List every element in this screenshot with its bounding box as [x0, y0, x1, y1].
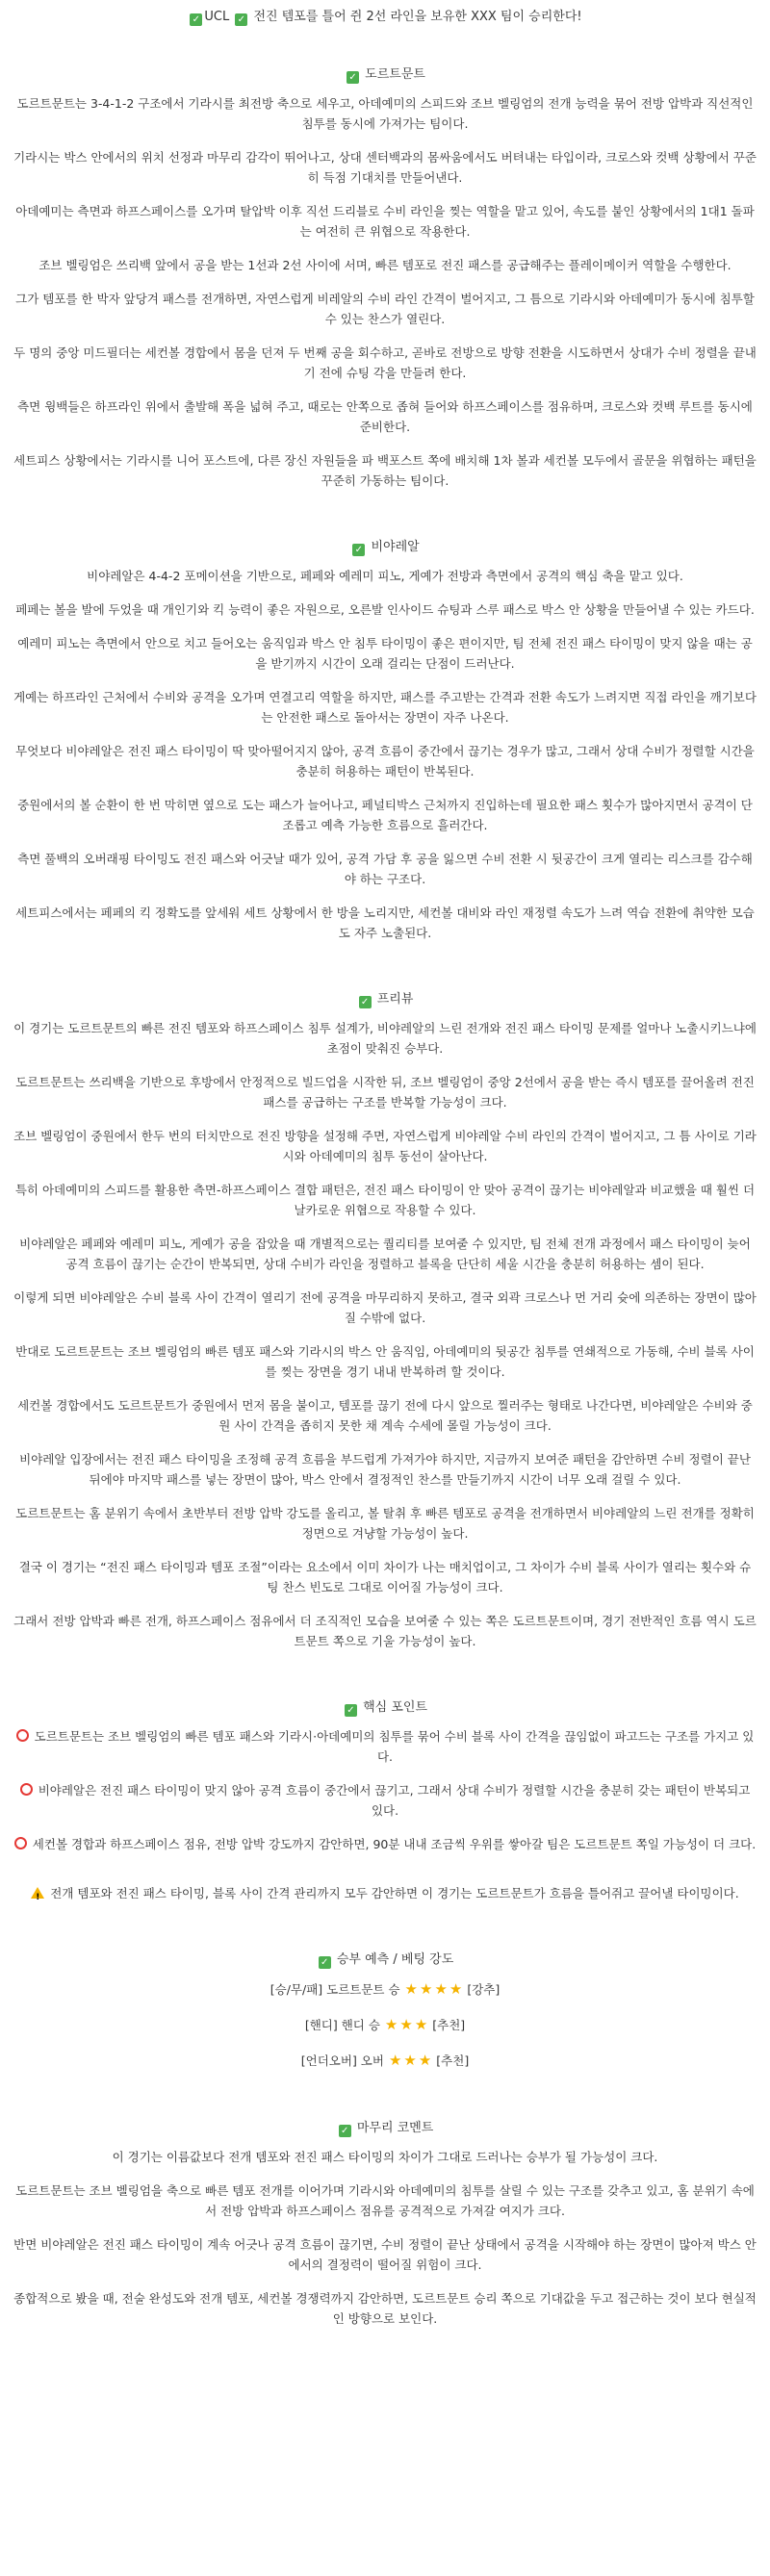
check-icon: ✓	[346, 71, 359, 84]
paragraph: 도르트문트는 홈 분위기 속에서 초반부터 전방 압박 강도를 올리고, 볼 탈취 후 빠른 템포로 공격을 전개하면서 비야레알의 느린 전개를 정확히 정면으로 겨냥할 가능성이 높다.	[15, 1506, 755, 1541]
key-point-text: 비야레알은 전진 패스 타이밍이 맞지 않아 공격 흐름이 중간에서 끊기고, 그래서 상대 수비가 정렬할 시간을 충분히 갖는 패턴이 반복되고 있다.	[38, 1783, 751, 1818]
paragraph: 도르트문트는 3-4-1-2 구조에서 기라시를 최전방 축으로 세우고, 아데예미의 스피드와 조브 벨링엄의 전개 능력을 묶어 전방 압박과 직선적인 침투를 동시에 가져가는 팀이다.	[16, 96, 754, 131]
warning-icon	[31, 1887, 44, 1899]
star-icon: ★	[434, 1980, 448, 1998]
check-icon: ✓	[352, 544, 365, 556]
paragraph: 종합적으로 봤을 때, 전술 완성도와 전개 템포, 세컨볼 경쟁력까지 감안하면, 도르트문트 승리 쪽으로 기대값을 두고 접근하는 것이 보다 현실적인 방향으로 보인다.	[13, 2291, 757, 2326]
star-icon: ★	[384, 2016, 398, 2033]
paragraph: 그래서 전방 압박과 빠른 전개, 하프스페이스 점유에서 더 조직적인 모습을 보여줄 수 있는 쪽은 도르트문트이며, 경기 전반적인 흐름 역시 도르트문트 쪽으로 기울 가능성이 높다.	[13, 1614, 757, 1648]
paragraph: 예레미 피노는 측면에서 안으로 치고 들어오는 움직임과 박스 안 침투 타이밍이 좋은 편이지만, 팀 전체 전진 패스 타이밍이 맞지 않을 때는 공을 받기까지 시간이 오래 걸리는 단점이 드러난다.	[17, 636, 753, 671]
circle-icon	[16, 1729, 29, 1742]
closing-section	[13, 2120, 757, 2329]
section-title	[13, 991, 757, 1008]
section-title	[13, 539, 757, 556]
star-rating	[388, 2053, 432, 2068]
keypoints-section	[13, 1699, 757, 1903]
star-icon: ★	[388, 2052, 402, 2069]
dortmund-section	[13, 66, 757, 491]
prediction-label: [승/무/패] 도르트문트 승	[270, 1982, 400, 1997]
key-point	[13, 1726, 757, 1767]
paragraph: 결국 이 경기는 “전진 패스 타이밍과 템포 조절”이라는 요소에서 이미 차이가 나는 매치업이고, 그 차이가 수비 블록 사이가 열리는 횟수와 슈팅 찬스 빈도로 그대로 이어질 가능성이 크다.	[18, 1560, 752, 1594]
section-title-text: 핵심 포인트	[363, 1700, 428, 1715]
paragraph: 그가 템포를 한 박자 앞당겨 패스를 전개하면, 자연스럽게 비레알의 수비 라인 간격이 벌어지고, 그 틈으로 기라시와 아데예미가 동시에 침투할 수 있는 찬스가 열린다.	[15, 292, 755, 326]
paragraph: 페페는 볼을 발에 두었을 때 개인기와 킥 능력이 좋은 자원으로, 오른발 인사이드 슈팅과 스루 패스로 박스 안 상황을 만들어낼 수 있는 카드다.	[15, 602, 755, 617]
paragraph: 비야레알은 페페와 예레미 피노, 게예가 공을 잡았을 때 개별적으로는 퀄리티를 보여줄 수 있지만, 팀 전체 전개 과정에서 패스 타이밍이 늦어 공격 흐름이 끊기는 순간이 반복되면, 상대 수비가 라인을 정렬하고 블록을 단단히 세울 시간을 충분히 허용하는 셈이 된다.	[19, 1237, 751, 1271]
star-rating	[384, 2018, 428, 2032]
paragraph: 반대로 도르트문트는 조브 벨링엄의 빠른 템포 패스와 기라시의 박스 안 움직임, 아데예미의 뒷공간 침투를 연쇄적으로 가동해, 수비 블록 사이를 찢는 장면을 경기 내내 반복하려 할 것이다.	[15, 1344, 755, 1379]
headline-text: 전진 템포를 틀어 쥔 2선 라인을 보유한 XXX 팀이 승리한다!	[253, 10, 582, 24]
prediction-row	[13, 2050, 757, 2072]
check-icon: ✓	[345, 1704, 357, 1717]
paragraph: 이 경기는 이름값보다 전개 템포와 전진 패스 타이밍의 차이가 그대로 드러나는 승부가 될 가능성이 크다.	[112, 2150, 658, 2164]
headline-tag: UCL	[204, 10, 230, 24]
warning-note	[13, 1883, 757, 1903]
paragraph: 두 명의 중앙 미드필더는 세컨볼 경합에서 몸을 던져 두 번째 공을 회수하고, 곧바로 전방으로 방향 전환을 시도하면서 상대가 수비 정렬을 끝내기 전에 슈팅 각을 만들려 한다.	[13, 345, 757, 380]
paragraph: 반면 비야레알은 전진 패스 타이밍이 계속 어긋나 공격 흐름이 끊기면, 수비 정렬이 끝난 상태에서 공격을 시작해야 하는 장면이 많아져 박스 안에서의 결정력이 떨어질 위험이 크다.	[13, 2237, 757, 2272]
check-icon: ✓	[319, 1956, 331, 1969]
prediction-tag: [강추]	[467, 1982, 500, 1997]
paragraph: 세트피스 상황에서는 기라시를 니어 포스트에, 다른 장신 자원들을 파 백포스트 쪽에 배치해 1차 볼과 세컨볼 모두에서 골문을 위협하는 패턴을 꾸준히 가동하는 팀이다.	[13, 453, 757, 488]
paragraph: 조브 벨링엄이 중원에서 한두 번의 터치만으로 전진 방향을 설정해 주면, 자연스럽게 비야레알 수비 라인의 간격이 벌어지고, 그 틈 사이로 기라시와 아데예미의 침투 동선이 살아난다.	[13, 1129, 757, 1163]
section-title-text: 승부 예측 / 베팅 강도	[336, 1952, 454, 1967]
prediction-label: [언더오버] 오버	[300, 2053, 384, 2068]
section-title-text: 비야레알	[371, 540, 420, 554]
paragraph: 측면 윙백들은 하프라인 위에서 출발해 폭을 넓혀 주고, 때로는 안쪽으로 좁혀 들어와 하프스페이스를 점유하며, 크로스와 컷백 루트를 동시에 준비한다.	[17, 399, 753, 434]
paragraph: 이렇게 되면 비야레알은 수비 블록 사이 간격이 열리기 전에 공격을 마무리하지 못하고, 결국 외곽 크로스나 먼 거리 슛에 의존하는 장면이 많아질 수밖에 없다.	[13, 1290, 757, 1325]
section-title-text: 프리뷰	[376, 992, 414, 1007]
paragraph: 비야레알은 4-4-2 포메이션을 기반으로, 페페와 예레미 피노, 게예가 전방과 측면에서 공격의 핵심 축을 맡고 있다.	[87, 569, 683, 583]
paragraph: 도르트문트는 쓰리백을 기반으로 후방에서 안정적으로 빌드업을 시작한 뒤, 조브 벨링엄이 중앙 2선에서 공을 받는 즉시 템포를 끌어올려 전진 패스를 공급하는 구조를 반복할 가능성이 크다.	[15, 1075, 755, 1109]
star-icon: ★	[403, 2052, 417, 2069]
section-title-text: 마무리 코멘트	[356, 2121, 434, 2135]
star-icon: ★	[418, 2052, 432, 2069]
paragraph: 도르트문트는 조브 벨링엄을 축으로 빠른 템포 전개를 이어가며 기라시와 아데예미의 침투를 살릴 수 있는 구조를 갖추고 있고, 홈 분위기 속에서 전방 압박과 하프스페이스 점유를 공격적으로 가져갈 여지가 크다.	[15, 2183, 755, 2218]
paragraph: 측면 풀백의 오버래핑 타이밍도 전진 패스와 어긋날 때가 있어, 공격 가담 후 공을 잃으면 수비 전환 시 뒷공간이 크게 열리는 리스크를 감수해야 하는 구조다.	[17, 852, 753, 886]
paragraph: 세트피스에서는 페페의 킥 정확도를 앞세워 세트 상황에서 한 방을 노리지만, 세컨볼 대비와 라인 재정렬 속도가 느려 역습 전환에 취약한 모습도 자주 노출된다.	[15, 905, 755, 940]
prediction-row	[13, 2014, 757, 2036]
villarreal-section	[13, 539, 757, 943]
section-title-text: 도르트문트	[365, 67, 425, 82]
star-rating	[404, 1982, 464, 1997]
paragraph: 특히 아데예미의 스피드를 활용한 측면-하프스페이스 결합 패턴은, 전진 패스 타이밍이 안 맞아 공격이 끊기는 비야레알과 비교했을 때 훨씬 더 날카로운 위협으로 작용할 수 있다.	[14, 1183, 756, 1217]
circle-icon	[20, 1783, 33, 1796]
key-point-text: 도르트문트는 조브 벨링엄의 빠른 템포 패스와 기라시·아데예미의 침투를 묶어 수비 블록 사이 간격을 끊임없이 파고드는 구조를 가지고 있다.	[34, 1729, 755, 1764]
paragraph: 중원에서의 볼 순환이 한 번 막히면 옆으로 도는 패스가 늘어나고, 페널티박스 근처까지 진입하는데 필요한 패스 횟수가 많아지면서 공격이 단조롭고 예측 가능한 흐름으로 흘러간다.	[17, 798, 753, 832]
warning-text: 전개 템포와 전진 패스 타이밍, 블록 사이 간격 관리까지 모두 감안하면 이 경기는 도르트문트가 흐름을 틀어쥐고 끌어낼 타이밍이다.	[50, 1886, 739, 1900]
section-title	[13, 66, 757, 84]
check-icon: ✓	[339, 2125, 351, 2137]
key-point	[13, 1780, 757, 1821]
paragraph: 게예는 하프라인 근처에서 수비와 공격을 오가며 연결고리 역할을 하지만, 패스를 주고받는 간격과 전환 속도가 느려지면 직접 라인을 깨기보다는 안전한 패스로 돌아서는 장면이 자주 나온다.	[13, 690, 757, 725]
paragraph: 비야레알 입장에서는 전진 패스 타이밍을 조정해 공격 흐름을 부드럽게 가져가야 하지만, 지금까지 보여준 패턴을 감안하면 수비 정렬이 끝난 뒤에야 마지막 패스를 넣는 장면이 많아, 박스 안에서 결정적인 찬스를 만들기까지 시간이 너무 오래 걸릴 수 있다.	[19, 1452, 751, 1487]
prediction-tag: [추천]	[432, 2018, 466, 2032]
section-title	[13, 1951, 757, 1969]
key-point	[13, 1834, 757, 1854]
key-point-text: 세컨볼 경합과 하프스페이스 점유, 전방 압박 강도까지 감안하면, 90분 내내 조금씩 우위를 쌓아갈 팀은 도르트문트 쪽일 가능성이 더 크다.	[32, 1837, 757, 1851]
star-icon: ★	[449, 1980, 463, 1998]
headline	[13, 0, 757, 26]
paragraph: 조브 벨링엄은 쓰리백 앞에서 공을 받는 1선과 2선 사이에 서며, 빠른 템포로 전진 패스를 공급해주는 플레이메이커 역할을 수행한다.	[38, 258, 732, 272]
preview-section	[13, 991, 757, 1651]
star-icon: ★	[420, 1980, 433, 1998]
section-title	[13, 2120, 757, 2137]
star-icon: ★	[404, 1980, 418, 1998]
prediction-tag: [추천]	[436, 2053, 470, 2068]
star-icon: ★	[399, 2016, 413, 2033]
check-icon: ✓	[359, 996, 372, 1008]
prediction-section	[13, 1951, 757, 2072]
paragraph: 무엇보다 비야레알은 전진 패스 타이밍이 딱 맞아떨어지지 않아, 공격 흐름이 중간에서 끊기는 경우가 많고, 그래서 상대 수비가 정렬할 시간을 충분히 허용하는 패턴이 반복된다.	[15, 744, 755, 778]
prediction-row	[13, 1978, 757, 2001]
prediction-label: [핸디] 핸디 승	[304, 2018, 380, 2032]
section-title	[13, 1699, 757, 1717]
paragraph: 기라시는 박스 안에서의 위치 선정과 마무리 감각이 뛰어나고, 상대 센터백과의 몸싸움에서도 버텨내는 타입이라, 크로스와 컷백 상황에서 꾸준히 득점 기대치를 만들어낸다.	[13, 150, 757, 185]
paragraph: 아데예미는 측면과 하프스페이스를 오가며 탈압박 이후 직선 드리블로 수비 라인을 찢는 역할을 맡고 있어, 속도를 붙인 상황에서의 1대1 돌파는 여전히 큰 위협으로 작용한다.	[15, 204, 755, 239]
paragraph: 세컨볼 경합에서도 도르트문트가 중원에서 먼저 몸을 붙이고, 템포를 끊기 전에 다시 앞으로 찔러주는 형태로 나간다면, 비야레알은 수비와 중원 사이 간격을 좁히지 못한 채 계속 수세에 몰릴 가능성이 크다.	[17, 1398, 753, 1433]
star-icon: ★	[414, 2016, 428, 2033]
paragraph: 이 경기는 도르트문트의 빠른 전진 템포와 하프스페이스 침투 설계가, 비야레알의 느린 전개와 전진 패스 타이밍 문제를 얼마나 노출시키느냐에 초점이 맞춰진 승부다.	[13, 1021, 757, 1056]
circle-icon	[14, 1837, 27, 1849]
check-icon: ✓	[235, 13, 247, 26]
check-icon: ✓	[190, 13, 202, 26]
